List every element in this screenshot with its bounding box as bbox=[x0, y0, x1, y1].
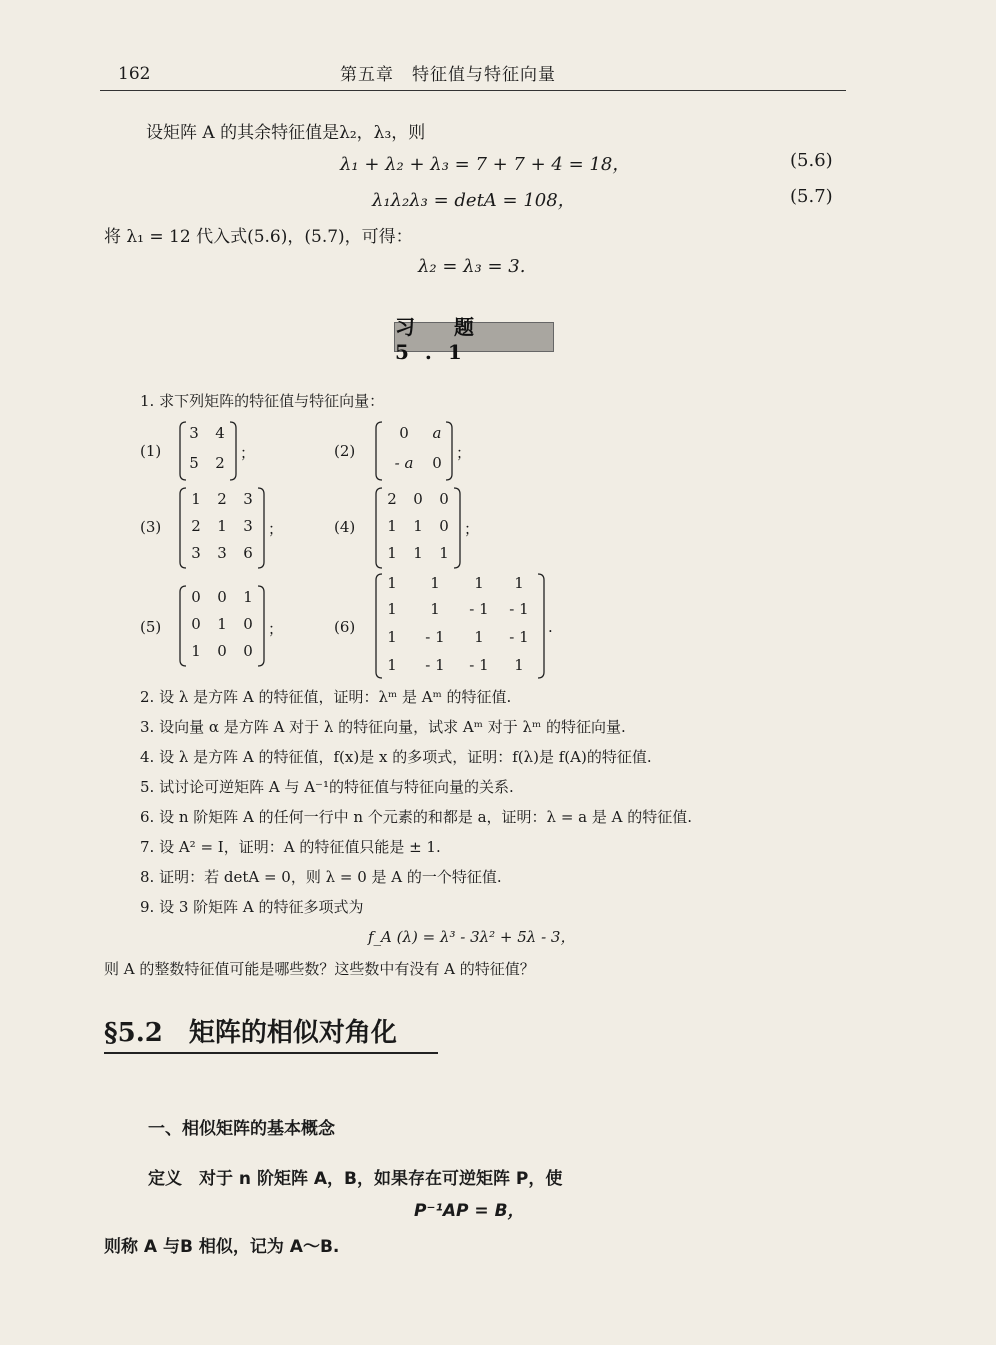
matrix-5-cell: 1 bbox=[191, 642, 201, 660]
matrix-4-cell: 0 bbox=[439, 517, 449, 535]
matrix-3 bbox=[178, 486, 266, 570]
matrix-6-cell: - 1 bbox=[425, 628, 445, 646]
matrix-3-end: ； bbox=[268, 520, 284, 538]
matrix-5 bbox=[178, 584, 266, 668]
matrix-2-cell: - a bbox=[394, 454, 414, 472]
matrix-6-cell: 1 bbox=[430, 574, 440, 592]
matrix-2-cell: a bbox=[432, 424, 442, 442]
definition-equation: P⁻¹AP = B， bbox=[414, 1201, 525, 1221]
intro-line-2: 将 λ₁ = 12 代入式(5.6)，(5.7)，可得： bbox=[104, 227, 413, 247]
equation-5-7: λ₁λ₂λ₃ = detA = 108， bbox=[372, 190, 576, 211]
matrix-5-cell: 0 bbox=[191, 615, 201, 633]
matrix-5-cell: 1 bbox=[217, 615, 227, 633]
matrix-4-cell: 1 bbox=[387, 517, 397, 535]
matrix-1-label: (1) bbox=[140, 442, 162, 460]
exercise-5: 5. 试讨论可逆矩阵 A 与 A⁻¹的特征值与特征向量的关系. bbox=[140, 778, 514, 796]
matrix-6-label: (6) bbox=[334, 618, 356, 636]
matrix-3-cell: 1 bbox=[191, 490, 201, 508]
matrix-4-label: (4) bbox=[334, 518, 356, 536]
matrix-6-cell: - 1 bbox=[469, 656, 489, 674]
matrix-4-cell: 1 bbox=[439, 544, 449, 562]
matrix-4-cell: 0 bbox=[413, 490, 423, 508]
exercise-9-equation: f_A (λ) = λ³ - 3λ² + 5λ - 3， bbox=[368, 928, 576, 946]
exercise-banner: 习 题 5.1 bbox=[394, 322, 554, 352]
matrix-6-cell: - 1 bbox=[509, 600, 529, 618]
matrix-5-cell: 1 bbox=[243, 588, 253, 606]
matrix-1-end: ； bbox=[240, 444, 256, 462]
matrix-6-cell: 1 bbox=[387, 600, 397, 618]
matrix-6 bbox=[374, 572, 546, 680]
matrix-3-cell: 6 bbox=[243, 544, 253, 562]
matrix-1-cell: 3 bbox=[189, 424, 199, 442]
matrix-2-cell: 0 bbox=[432, 454, 442, 472]
section-title-underline bbox=[104, 1052, 438, 1054]
definition-conclusion: 则称 A 与B 相似，记为 A～B. bbox=[104, 1237, 340, 1257]
equation-number-5-7: (5.7) bbox=[790, 186, 833, 207]
matrix-5-cell: 0 bbox=[243, 642, 253, 660]
matrix-4 bbox=[374, 486, 462, 570]
matrix-3-cell: 3 bbox=[243, 517, 253, 535]
matrix-2-end: ； bbox=[456, 444, 472, 462]
matrix-2-label: (2) bbox=[334, 442, 356, 460]
matrix-3-cell: 1 bbox=[217, 517, 227, 535]
matrix-6-cell: 1 bbox=[474, 628, 484, 646]
matrix-4-cell: 1 bbox=[413, 544, 423, 562]
matrix-2 bbox=[374, 420, 454, 482]
exercise-4: 4. 设 λ 是方阵 A 的特征值，f(x)是 x 的多项式，证明：f(λ)是 f(A)的特征值. bbox=[140, 748, 652, 766]
equation-number-5-6: (5.6) bbox=[790, 150, 833, 171]
matrix-6-cell: 1 bbox=[514, 574, 524, 592]
intro-line-1: 设矩阵 A 的其余特征值是λ₂，λ₃，则 bbox=[146, 123, 426, 143]
matrix-3-cell: 2 bbox=[217, 490, 227, 508]
matrix-3-label: (3) bbox=[140, 518, 162, 536]
matrix-2-cell: 0 bbox=[399, 424, 409, 442]
matrix-1-cell: 2 bbox=[215, 454, 225, 472]
exercise-2: 2. 设 λ 是方阵 A 的特征值，证明：λᵐ 是 Aᵐ 的特征值. bbox=[140, 688, 512, 706]
exercise-9-question: 则 A 的整数特征值可能是哪些数？这些数中有没有 A 的特征值？ bbox=[104, 960, 535, 978]
section-title: §5.2 矩阵的相似对角化 bbox=[104, 1018, 397, 1048]
matrix-6-cell: 1 bbox=[387, 574, 397, 592]
matrix-6-end: . bbox=[548, 618, 553, 636]
subsection-title: 一、相似矩阵的基本概念 bbox=[148, 1119, 335, 1139]
exercise-6: 6. 设 n 阶矩阵 A 的任何一行中 n 个元素的和都是 a，证明：λ = a 是 A 的特征值. bbox=[140, 808, 693, 826]
exercise-7: 7. 设 A² = I，证明：A 的特征值只能是 ± 1. bbox=[140, 838, 441, 856]
matrix-3-cell: 3 bbox=[191, 544, 201, 562]
equation-result: λ₂ = λ₃ = 3. bbox=[418, 256, 526, 277]
matrix-5-end: ； bbox=[268, 620, 284, 638]
matrix-5-label: (5) bbox=[140, 618, 162, 636]
matrix-4-cell: 1 bbox=[387, 544, 397, 562]
matrix-6-cell: 1 bbox=[474, 574, 484, 592]
exercise-8: 8. 证明：若 detA = 0，则 λ = 0 是 A 的一个特征值. bbox=[140, 868, 502, 886]
matrix-5-cell: 0 bbox=[243, 615, 253, 633]
page-number: 162 bbox=[118, 64, 151, 84]
matrix-4-cell: 1 bbox=[413, 517, 423, 535]
header-rule bbox=[100, 90, 846, 91]
matrix-1-cell: 5 bbox=[189, 454, 199, 472]
matrix-5-cell: 0 bbox=[191, 588, 201, 606]
matrix-1 bbox=[178, 420, 238, 482]
matrix-6-cell: 1 bbox=[514, 656, 524, 674]
matrix-1-cell: 4 bbox=[215, 424, 225, 442]
matrix-4-cell: 0 bbox=[439, 490, 449, 508]
exercise-3: 3. 设向量 α 是方阵 A 对于 λ 的特征向量，试求 Aᵐ 对于 λᵐ 的特征向量. bbox=[140, 718, 626, 736]
exercise-9: 9. 设 3 阶矩阵 A 的特征多项式为 bbox=[140, 898, 364, 916]
matrix-6-cell: 1 bbox=[387, 656, 397, 674]
chapter-title: 第五章 特征值与特征向量 bbox=[340, 65, 556, 85]
matrix-5-cell: 0 bbox=[217, 588, 227, 606]
matrix-3-cell: 3 bbox=[217, 544, 227, 562]
matrix-6-cell: - 1 bbox=[509, 628, 529, 646]
definition-line: 定义 对于 n 阶矩阵 A，B，如果存在可逆矩阵 P，使 bbox=[148, 1169, 563, 1189]
matrix-6-cell: - 1 bbox=[469, 600, 489, 618]
equation-5-6: λ₁ + λ₂ + λ₃ = 7 + 7 + 4 = 18， bbox=[340, 154, 631, 175]
matrix-3-cell: 3 bbox=[243, 490, 253, 508]
matrix-5-cell: 0 bbox=[217, 642, 227, 660]
matrix-4-cell: 2 bbox=[387, 490, 397, 508]
exercise-1: 1. 求下列矩阵的特征值与特征向量： bbox=[140, 392, 385, 410]
matrix-6-cell: - 1 bbox=[425, 656, 445, 674]
matrix-4-end: ； bbox=[464, 520, 480, 538]
matrix-3-cell: 2 bbox=[191, 517, 201, 535]
matrix-6-cell: 1 bbox=[430, 600, 440, 618]
matrix-6-cell: 1 bbox=[387, 628, 397, 646]
